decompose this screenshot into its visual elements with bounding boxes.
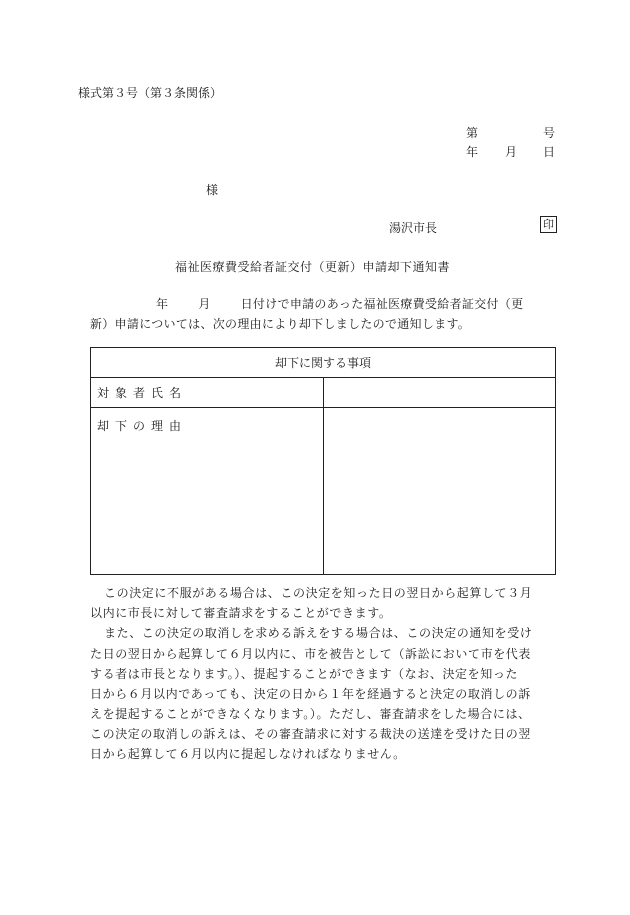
intro-line-2: 新）申請については、次の理由により却下しましたので通知します。 — [90, 317, 471, 331]
seal-mark: 印 — [540, 216, 557, 233]
table-header: 却下に関する事項 — [91, 348, 556, 378]
table-row — [91, 378, 556, 408]
issuer-name: 湯沢市長 — [389, 221, 438, 235]
lawsuit-notice-line: 日から６月以内であっても、決定の日から１年を経過すると決定の取消しの訴 — [90, 687, 531, 701]
form-number: 様式第３号（第３条関係） — [78, 86, 223, 100]
rejection-reason-label: 却下の理由 — [91, 408, 324, 575]
document-number-suffix: 号 — [543, 126, 556, 140]
intro-line-1-text: 日付けで申請のあった福祉医療費受給者証交付（更 — [240, 297, 524, 311]
decision-table — [90, 347, 556, 575]
intro-month-label: 月 — [198, 297, 211, 311]
addressee-honorific: 様 — [206, 183, 219, 197]
document-title: 福祉医療費受給者証交付（更新）申請却下通知書 — [175, 260, 451, 274]
lawsuit-notice-line: た日の翌日から起算して６月以内に、市を被告として（訴訟において市を代表 — [90, 647, 532, 661]
appeal-notice-line: この決定に不服がある場合は、この決定を知った日の翌日から起算して３月 — [104, 586, 533, 600]
appeal-notice-line: 以内に市長に対して審査請求をすることができます。 — [90, 606, 392, 620]
recipient-name-value — [323, 378, 556, 408]
lawsuit-notice-line: また、この決定の取消しを求める訴えをする場合は、この決定の通知を受け — [104, 626, 533, 640]
lawsuit-notice-line: えを提起することができなくなります。）。ただし、審査請求をした場合には、 — [90, 707, 531, 721]
lawsuit-notice-line: 日から起算して６月以内に提起しなければなりません。 — [90, 747, 406, 761]
date-day-label: 日 — [543, 145, 556, 159]
lawsuit-notice-line: この決定の取消しの訴えは、その審査請求に対する裁決の送達を受けた日の翌 — [90, 727, 532, 741]
date-year-label: 年 — [466, 145, 479, 159]
date-month-label: 月 — [505, 145, 518, 159]
recipient-name-label: 対象者氏名 — [91, 378, 324, 408]
table-row — [91, 408, 556, 575]
rejection-reason-value — [323, 408, 556, 575]
intro-line-1 — [90, 295, 523, 312]
document-number-prefix: 第 — [466, 126, 479, 140]
intro-year-label: 年 — [156, 297, 169, 311]
lawsuit-notice-line: する者は市長となります。）、提起することができます（なお、決定を知った — [90, 667, 519, 681]
